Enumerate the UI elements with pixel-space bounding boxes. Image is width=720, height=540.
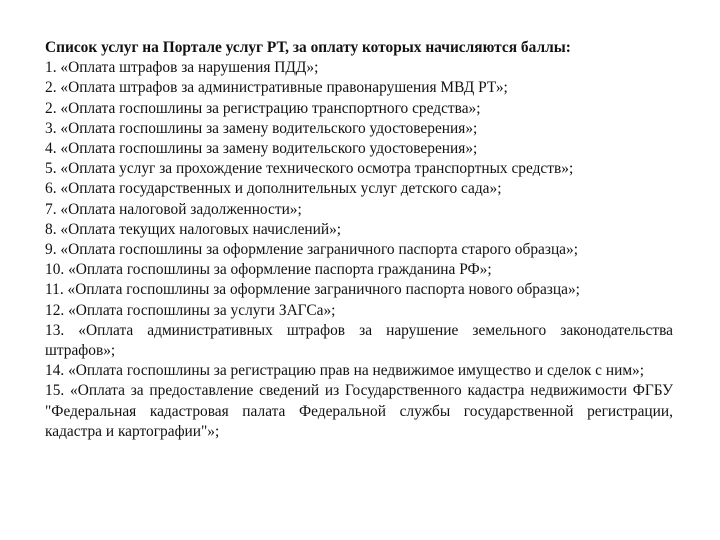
list-item-10: 9. «Оплата госпошлины за оформление заграничного паспорта старого образца»; xyxy=(45,241,578,259)
list-item-2: 2. «Оплата штрафов за административные правонарушения МВД РТ»; xyxy=(45,79,508,97)
list-item-14: 13. «Оплата административных штрафов за нарушение земельного законодательства штрафов»; xyxy=(45,321,673,360)
list-item-3: 2. «Оплата госпошлины за регистрацию транспортного средства»; xyxy=(45,99,481,117)
document-title: Список услуг на Портале услуг РТ, за оплату которых начисляются баллы: xyxy=(45,39,571,56)
list-item-4: 3. «Оплата госпошлины за замену водительского удостоверения»; xyxy=(45,119,478,137)
list-item-7: 6. «Оплата государственных и дополнительных услуг детского сада»; xyxy=(45,180,502,198)
list-item-16: 15. «Оплата за предоставление сведений из Государственного кадастра недвижимости ФГБУ "Федеральная кадастровая палата Федеральной службы государственной регистрации, кадастра и картографии"»; xyxy=(45,382,673,440)
list-item-1: 1. «Оплата штрафов за нарушения ПДД»; xyxy=(45,59,319,77)
list-item-8: 7. «Оплата налоговой задолженности»; xyxy=(45,200,302,218)
list-item-11: 10. «Оплата госпошлины за оформление паспорта гражданина РФ»; xyxy=(45,261,492,279)
list-item-15: 14. «Оплата госпошлины за регистрацию прав на недвижимое имущество и сделок с ним»; xyxy=(45,362,645,380)
list-item-6: 5. «Оплата услуг за прохождение технического осмотра транспортных средств»; xyxy=(45,160,574,178)
list-item-12: 11. «Оплата госпошлины за оформление заграничного паспорта нового образца»; xyxy=(45,281,580,299)
list-item-13: 12. «Оплата госпошлины за услуги ЗАГСа»; xyxy=(45,301,336,319)
services-list xyxy=(45,58,673,442)
document-page xyxy=(45,38,673,442)
list-item-5: 4. «Оплата госпошлины за замену водительского удостоверения»; xyxy=(45,140,478,158)
list-item-9: 8. «Оплата текущих налоговых начислений»; xyxy=(45,220,342,238)
